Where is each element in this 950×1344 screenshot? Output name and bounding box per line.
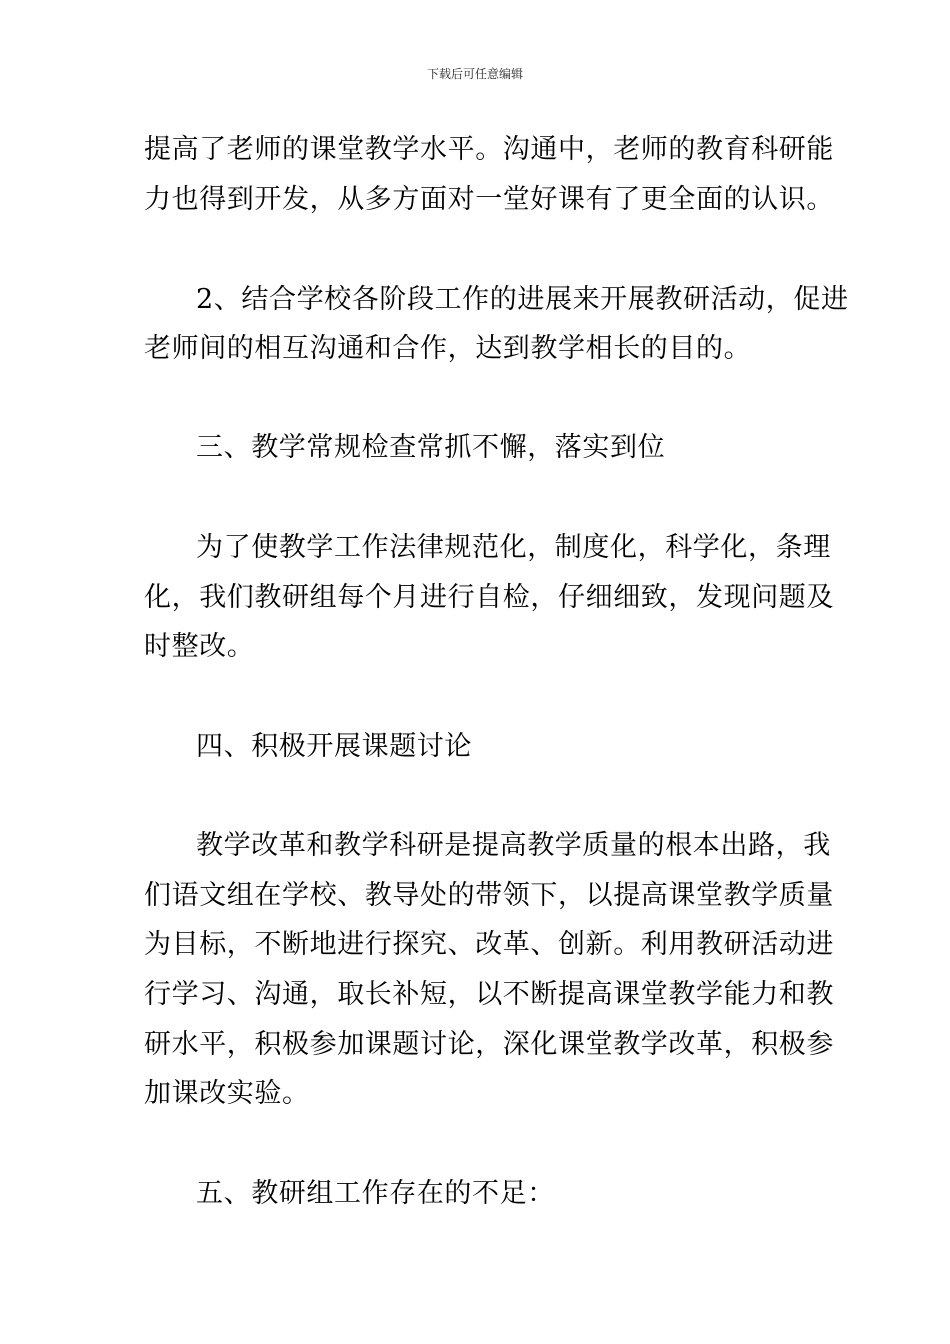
paragraph-line: 2、结合学校各阶段工作的进展来开展教研活动，促进: [196, 284, 849, 315]
paragraph-line: 为目标，不断地进行探究、改革、创新。利用教研活动进: [144, 929, 834, 960]
section-heading: 五、教研组工作存在的不足：: [196, 1178, 555, 1209]
paragraph-line: 老师间的相互沟通和合作，达到教学相长的目的。: [144, 333, 752, 364]
paragraph-line: 时整改。: [144, 631, 255, 662]
paragraph-line: 行学习、沟通，取长补短，以不断提高课堂教学能力和教: [144, 979, 834, 1010]
paragraph-line: 提高了老师的课堂教学水平。沟通中，老师的教育科研能: [144, 134, 834, 165]
paragraph-line: 教学改革和教学科研是提高教学质量的根本出路，我: [196, 830, 831, 861]
paragraph-line: 加课改实验。: [144, 1078, 310, 1109]
paragraph-line: 研水平，积极参加课题讨论，深化课堂教学改革，积极参: [144, 1029, 834, 1060]
paragraph-line: 力也得到开发，从多方面对一堂好课有了更全面的认识。: [144, 184, 834, 215]
paragraph-line: 们语文组在学校、教导处的带领下，以提高课堂教学质量: [144, 880, 834, 911]
section-heading: 四、积极开展课题讨论: [196, 731, 472, 762]
section-heading: 三、教学常规检查常抓不懈，落实到位: [196, 432, 666, 463]
paragraph-line: 为了使教学工作法律规范化，制度化，科学化，条理: [196, 532, 831, 563]
paragraph-line: 化，我们教研组每个月进行自检，仔细细致，发现问题及: [144, 582, 834, 613]
page-header-note: 下载后可任意编辑: [426, 67, 523, 81]
